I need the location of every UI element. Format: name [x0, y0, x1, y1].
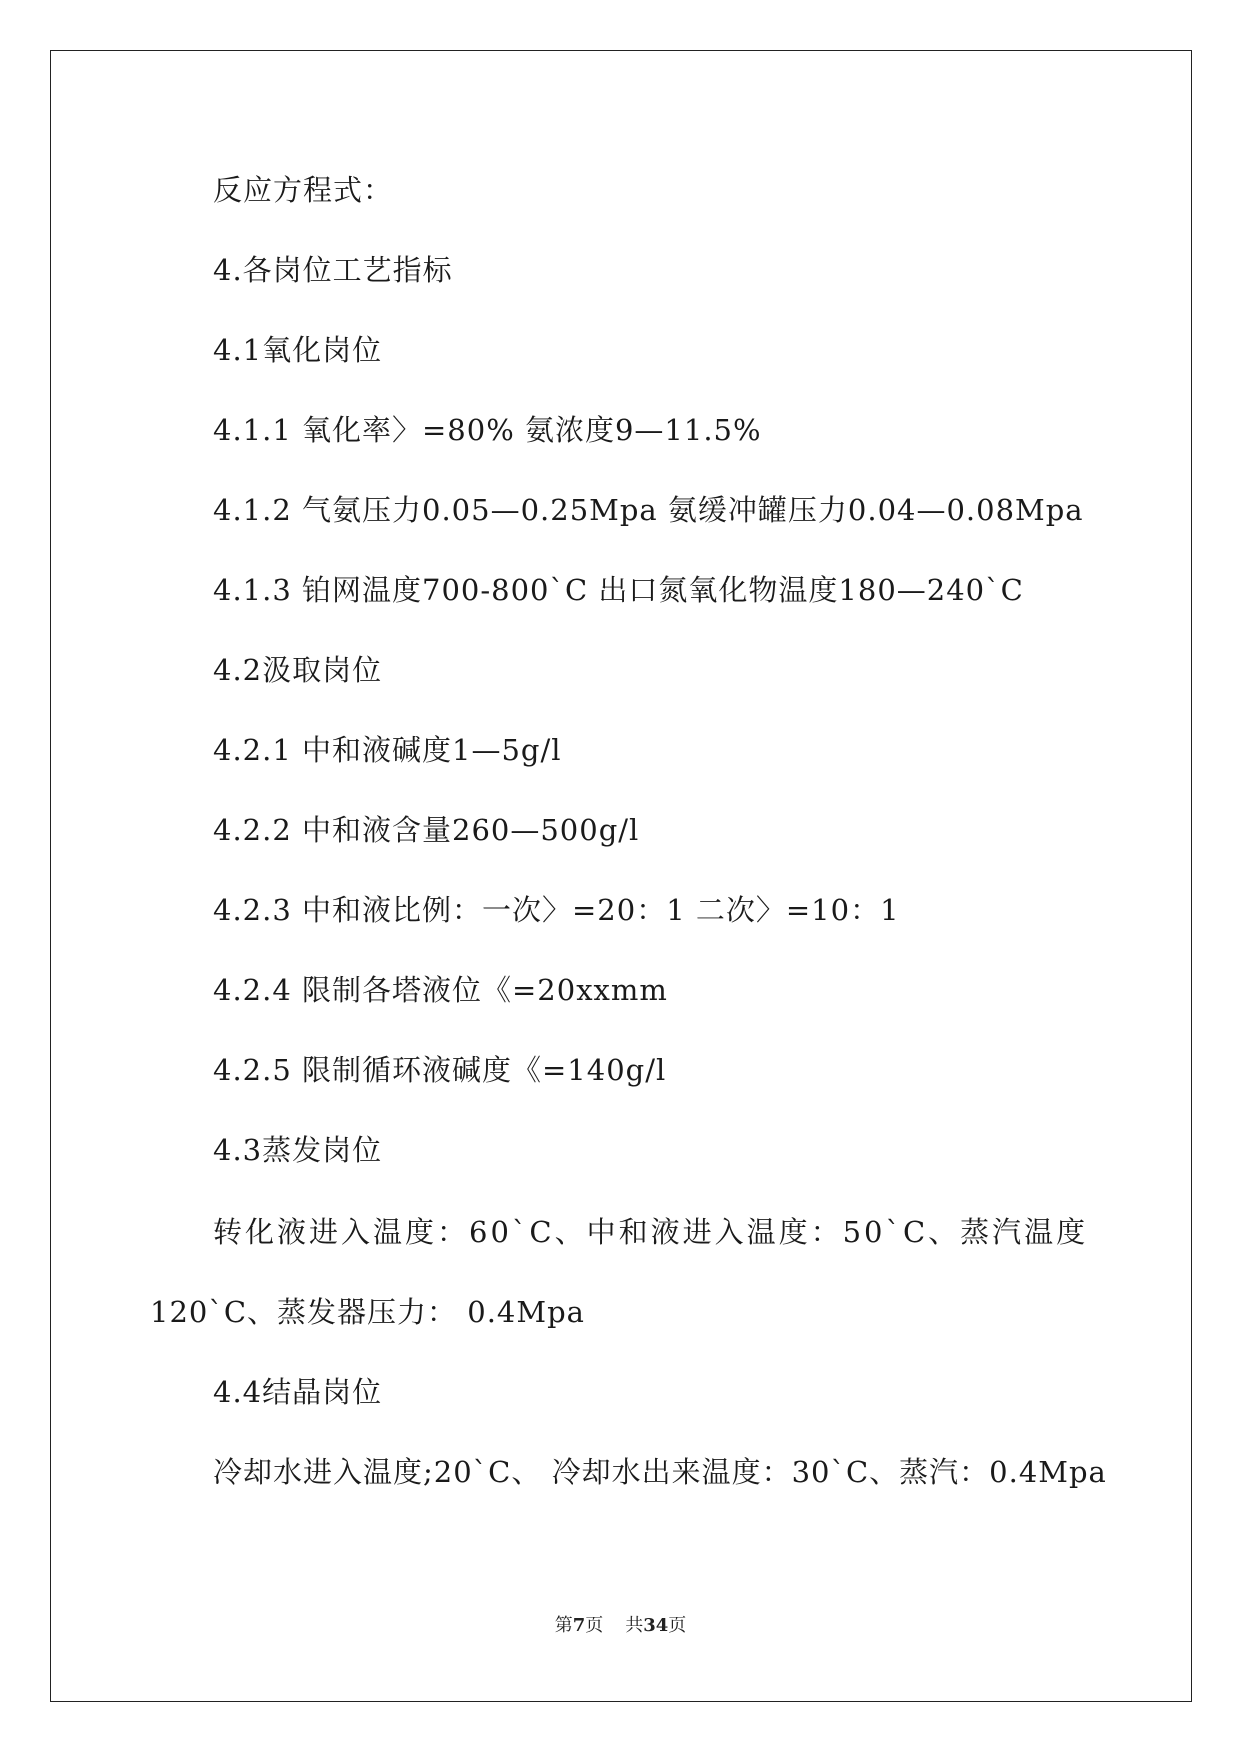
- text-line: 4.2.3 中和液比例：一次〉=20：1 二次〉=10：1: [213, 893, 900, 927]
- page-footer: [0, 1614, 1241, 1638]
- section-heading: 4.3蒸发岗位: [213, 1133, 383, 1167]
- footer-total-prefix: 共: [625, 1615, 644, 1636]
- section-heading: 4.各岗位工艺指标: [213, 253, 453, 287]
- paragraph-line: 转化液进入温度：60`C、中和液进入温度：50`C、蒸汽温度: [213, 1215, 1089, 1249]
- text-line: 4.1.3 铂网温度700-800`C 出口氮氧化物温度180—240`C: [213, 573, 1024, 607]
- footer-total-suffix: 页: [668, 1615, 687, 1636]
- current-page-number: 7: [572, 1615, 586, 1636]
- text-line: 4.2.2 中和液含量260—500g/l: [213, 813, 640, 847]
- text-line: 4.1.1 氧化率〉=80% 氨浓度9—11.5%: [213, 413, 762, 447]
- text-line: 4.2.5 限制循环液碱度《=140g/l: [213, 1053, 667, 1087]
- text-line: 4.2.4 限制各塔液位《=20xxmm: [213, 973, 668, 1007]
- section-heading: 4.2汲取岗位: [213, 653, 383, 687]
- text-line: 4.2.1 中和液碱度1—5g/l: [213, 733, 562, 767]
- section-heading: 4.4结晶岗位: [213, 1375, 383, 1409]
- text-line: 4.1.2 气氨压力0.05—0.25Mpa 氨缓冲罐压力0.04—0.08Mpa: [213, 493, 1084, 527]
- footer-page-word: 页: [585, 1615, 604, 1636]
- paragraph-line: 120`C、蒸发器压力： 0.4Mpa: [150, 1295, 585, 1329]
- section-heading: 4.1氧化岗位: [213, 333, 383, 367]
- text-line: 冷却水进入温度;20`C、 冷却水出来温度：30`C、蒸汽：0.4Mpa: [213, 1455, 1107, 1489]
- footer-prefix: 第: [554, 1615, 573, 1636]
- text-line: 反应方程式：: [213, 173, 394, 207]
- total-pages-number: 34: [643, 1615, 669, 1636]
